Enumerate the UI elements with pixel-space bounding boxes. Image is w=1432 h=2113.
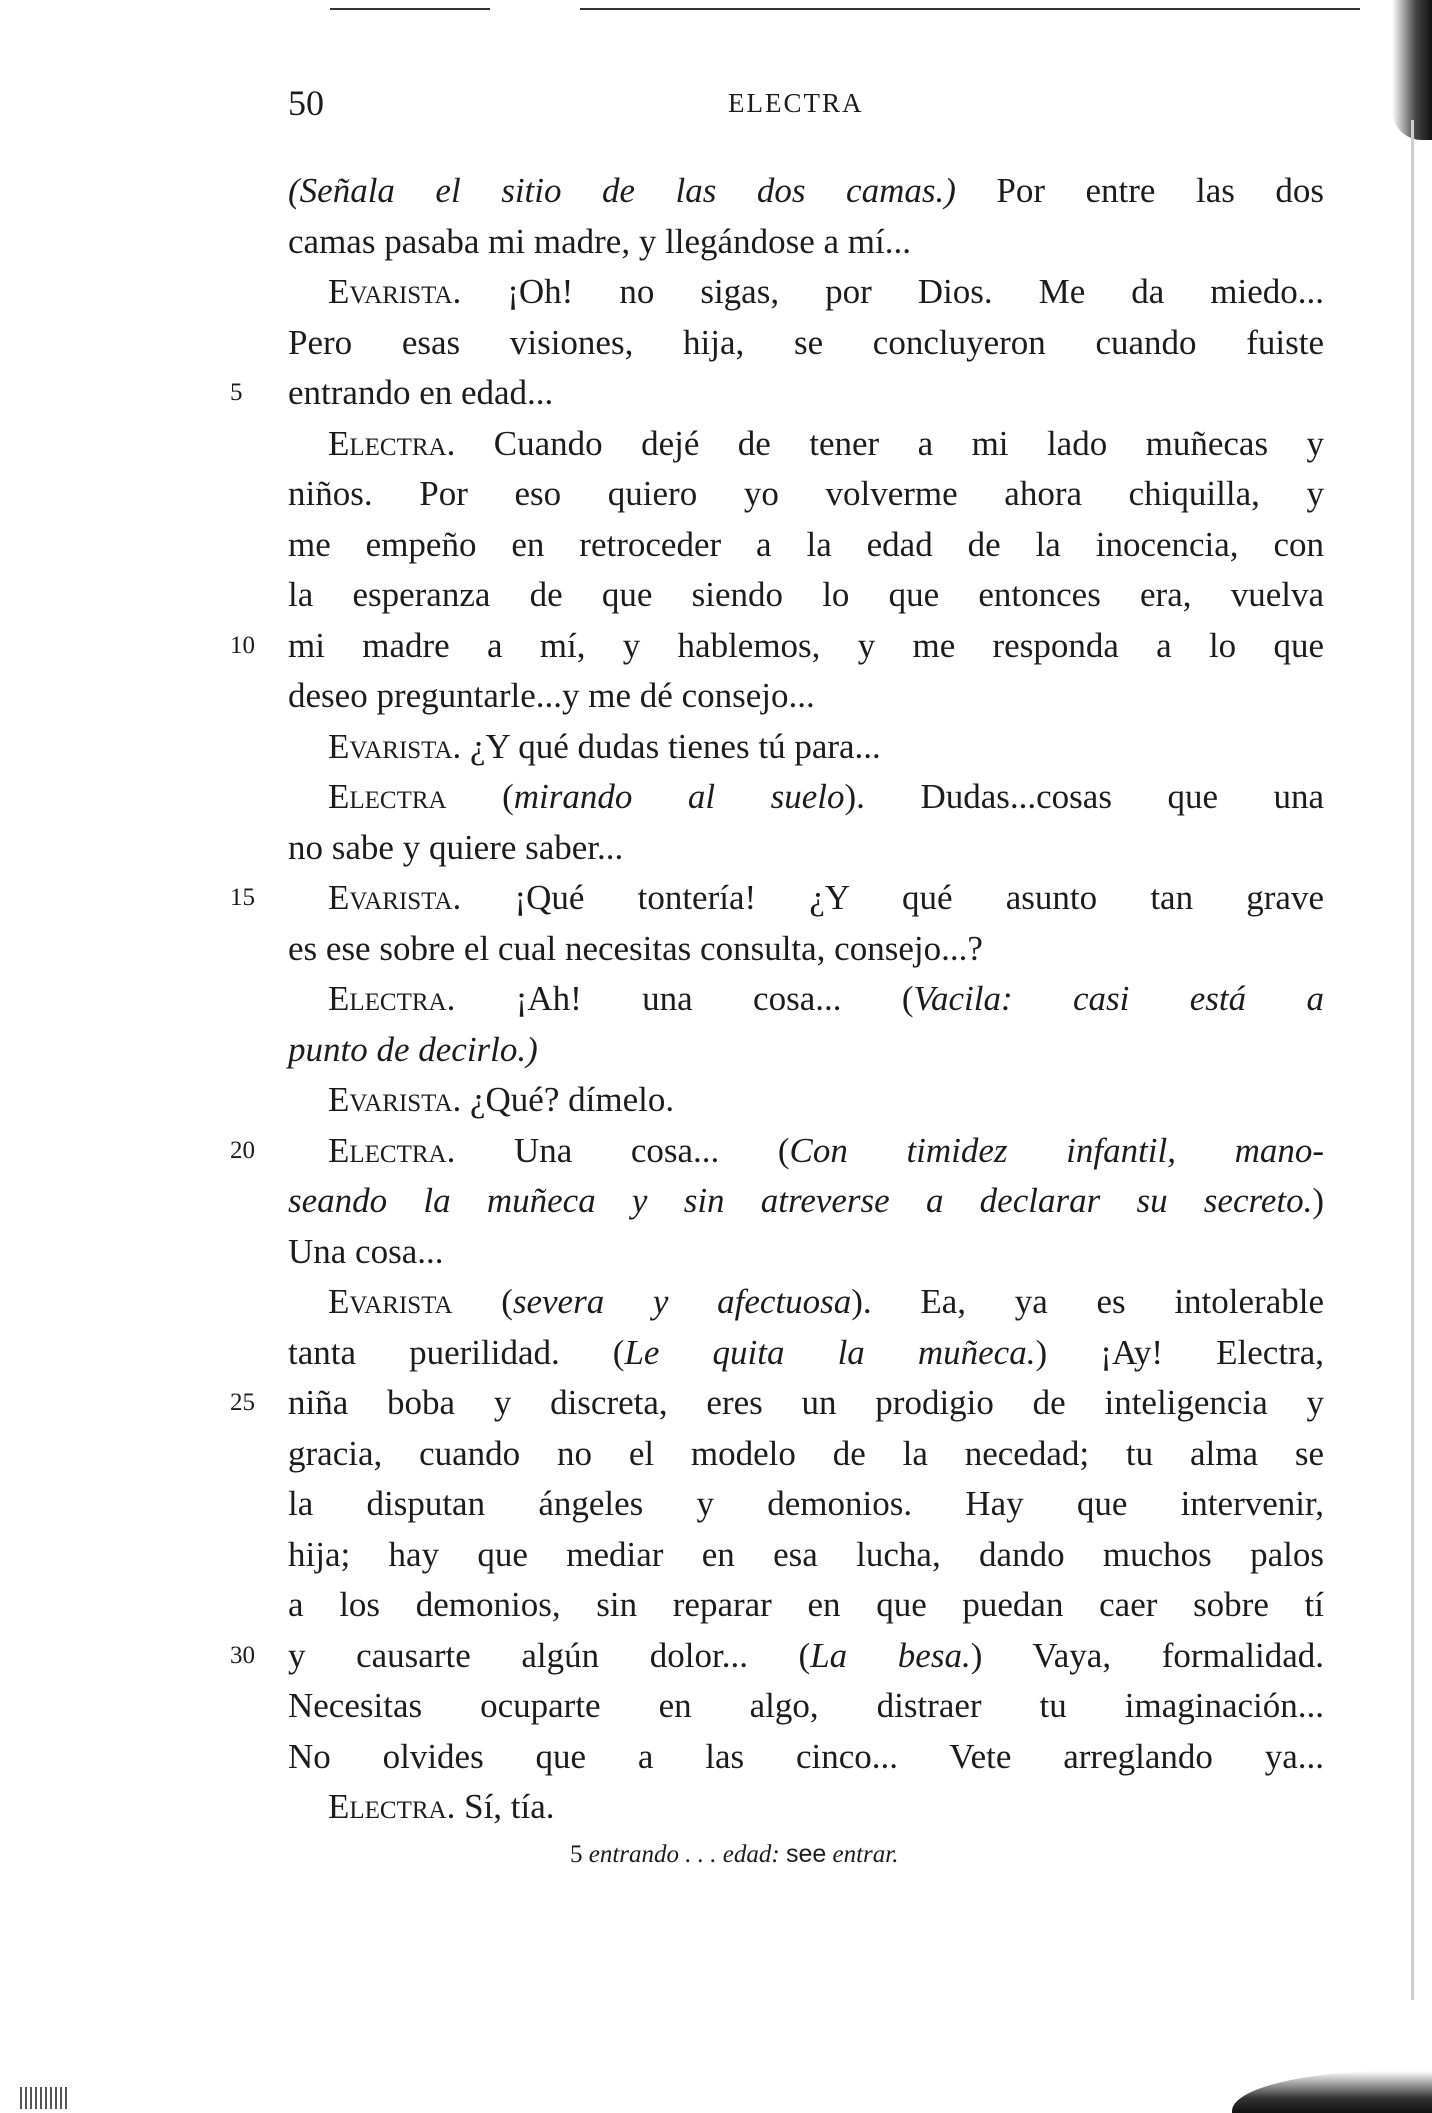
line-number: 15 [230,884,255,911]
dialogue-text: Pero esas visiones, hija, se concluyeron cuando fuiste [288,322,1324,362]
text-line [288,267,1324,318]
dialogue-text: ). Ea, ya es intolerable [851,1282,1324,1321]
running-head [288,82,1318,122]
text-line [230,621,1324,672]
text-line [288,1479,1324,1530]
page-curl-shadow [1392,0,1432,140]
stage-direction: Le quita la muñeca. [624,1332,1036,1372]
footnote [570,1837,899,1872]
dialogue-text: Necesitas ocuparte en algo, distraer tu imaginación... [288,1686,1324,1725]
text-line [288,1328,1324,1379]
text-line [288,671,1324,722]
text-line [288,772,1324,823]
speaker-name: Evarista. [328,878,462,917]
dialogue-text: ) [1312,1181,1324,1220]
stage-direction: severa y afectuosa [512,1282,852,1321]
dialogue-text: la disputan ángeles y demonios. Hay que intervenir, [288,1484,1324,1523]
dialogue-text: niños. Por eso quiero yo volverme ahora chiquilla, y [288,474,1324,513]
stage-direction: punto de decirlo.) [288,1029,538,1069]
speaker-name: Evarista. [328,1080,462,1119]
dialogue-text: es ese sobre el cual necesitas consulta, consejo...? [288,928,983,968]
scan-mark [20,2087,68,2109]
text-line [288,924,1324,975]
text-line [230,1126,1325,1177]
dialogue-text: niña boba y discreta, eres un prodigio de inteligencia y [288,1383,1324,1422]
speaker-name: Electra [328,777,447,816]
dialogue-text: No olvides que a las cinco... Vete arreglando ya... [288,1736,1324,1776]
text-line [288,166,1324,217]
dialogue-text: la esperanza de que siendo lo que entonces era, vuelva [288,575,1324,614]
text-line [288,1176,1324,1227]
text-line [288,823,1324,874]
dialogue-text: ¡Ah! una cosa... ( [455,979,914,1018]
dialogue-text: hija; hay que mediar en esa lucha, dando muchos palos [288,1534,1324,1574]
text-line [288,318,1324,369]
dialogue-text: Una cosa... ( [455,1130,790,1170]
text-line [288,1782,1324,1833]
play-text [230,166,1325,1833]
text-line [288,1075,1324,1126]
dialogue-text: no sabe y quiere saber... [288,827,624,867]
dialogue-text: y causarte algún dolor... ( [288,1635,811,1675]
text-line [288,1227,1324,1278]
text-line [288,1530,1324,1581]
text-line [288,217,1324,268]
dialogue-text: Cuando dejé de tener a mi lado muñecas y [455,423,1324,463]
page-number: 50 [288,83,324,123]
stage-direction: mirando al suelo [513,777,845,816]
stage-direction: seando la muñeca y sin atreverse a declarar su secreto. [288,1181,1313,1220]
dialogue-text: ¡Qué tontería! ¿Y qué asunto tan grave [461,878,1324,917]
text-line [288,1681,1324,1732]
dialogue-text: ¿Qué? dímelo. [461,1080,675,1119]
text-line [288,570,1324,621]
stage-direction: Vacila: casi está a [913,979,1324,1018]
line-number: 5 [230,379,243,406]
dialogue-text: Sí, tía. [455,1787,555,1826]
speaker-name: Evarista. [328,726,462,766]
footnote-term: entrando . . . edad: [588,1841,780,1868]
dialogue-text: ) Vaya, formalidad. [970,1635,1324,1675]
speaker-name: Evarista. [328,272,462,311]
running-title: ELECTRA [728,88,864,118]
dialogue-text: entrando en edad... [288,373,554,412]
dialogue-text: Una cosa... [288,1231,444,1271]
stage-direction: Con timidez infantil, mano- [789,1130,1325,1170]
text-line [288,1429,1324,1480]
text-line [230,873,1324,924]
page-edge [1411,120,1414,2000]
text-line [288,1580,1324,1631]
scan-rule [580,8,1360,10]
text-line [230,1378,1324,1429]
dialogue-text: ). Dudas...cosas que una [844,777,1325,816]
dialogue-text: tanta puerilidad. ( [288,1332,625,1372]
text-line [288,419,1324,470]
dialogue-text: ( [446,777,514,816]
text-line [288,469,1324,520]
dialogue-text: deseo preguntarle...y me dé consejo... [288,676,815,715]
footnote-reference: entrar. [832,1841,899,1868]
line-number: 30 [230,1641,255,1669]
stage-direction: La besa. [810,1635,971,1675]
dialogue-text: ¡Oh! no sigas, por Dios. Me da miedo... [461,272,1324,311]
line-number: 20 [230,1136,255,1164]
speaker-name: Evarista [328,1282,453,1321]
stage-direction: (Señala el sitio de las dos camas.) [288,171,956,210]
text-line [288,1277,1324,1328]
page-curl-shadow [1232,2071,1432,2113]
dialogue-text: ) ¡Ay! Electra, [1035,1332,1324,1372]
dialogue-text: ( [452,1282,513,1321]
text-line [288,1732,1324,1783]
speaker-name: Electra. [328,1130,456,1170]
dialogue-text: me empeño en retroceder a la edad de la inocencia, con [288,524,1324,564]
text-line [230,368,1324,419]
dialogue-text: a los demonios, sin reparar en que puedan caer sobre tí [288,1585,1324,1624]
speaker-name: Electra. [328,1787,456,1826]
speaker-name: Electra. [328,979,456,1018]
footnote-see: see [785,1840,827,1868]
line-number: 25 [230,1389,255,1416]
line-number: 10 [230,631,255,659]
text-line [288,1025,1324,1076]
dialogue-text: Por entre las dos [955,171,1324,210]
text-line [288,974,1324,1025]
footnote-number: 5 [570,1841,583,1868]
dialogue-text: mi madre a mí, y hablemos, y me responda a lo que [288,625,1324,665]
scan-rule [330,8,490,10]
text-line [230,1631,1324,1682]
speaker-name: Electra. [328,423,456,463]
dialogue-text: gracia, cuando no el modelo de la necedad; tu alma se [288,1433,1324,1473]
text-line [288,520,1324,571]
dialogue-text: ¿Y qué dudas tienes tú para... [461,726,881,766]
dialogue-text: camas pasaba mi madre, y llegándose a mí... [288,221,911,261]
text-line [288,722,1324,773]
